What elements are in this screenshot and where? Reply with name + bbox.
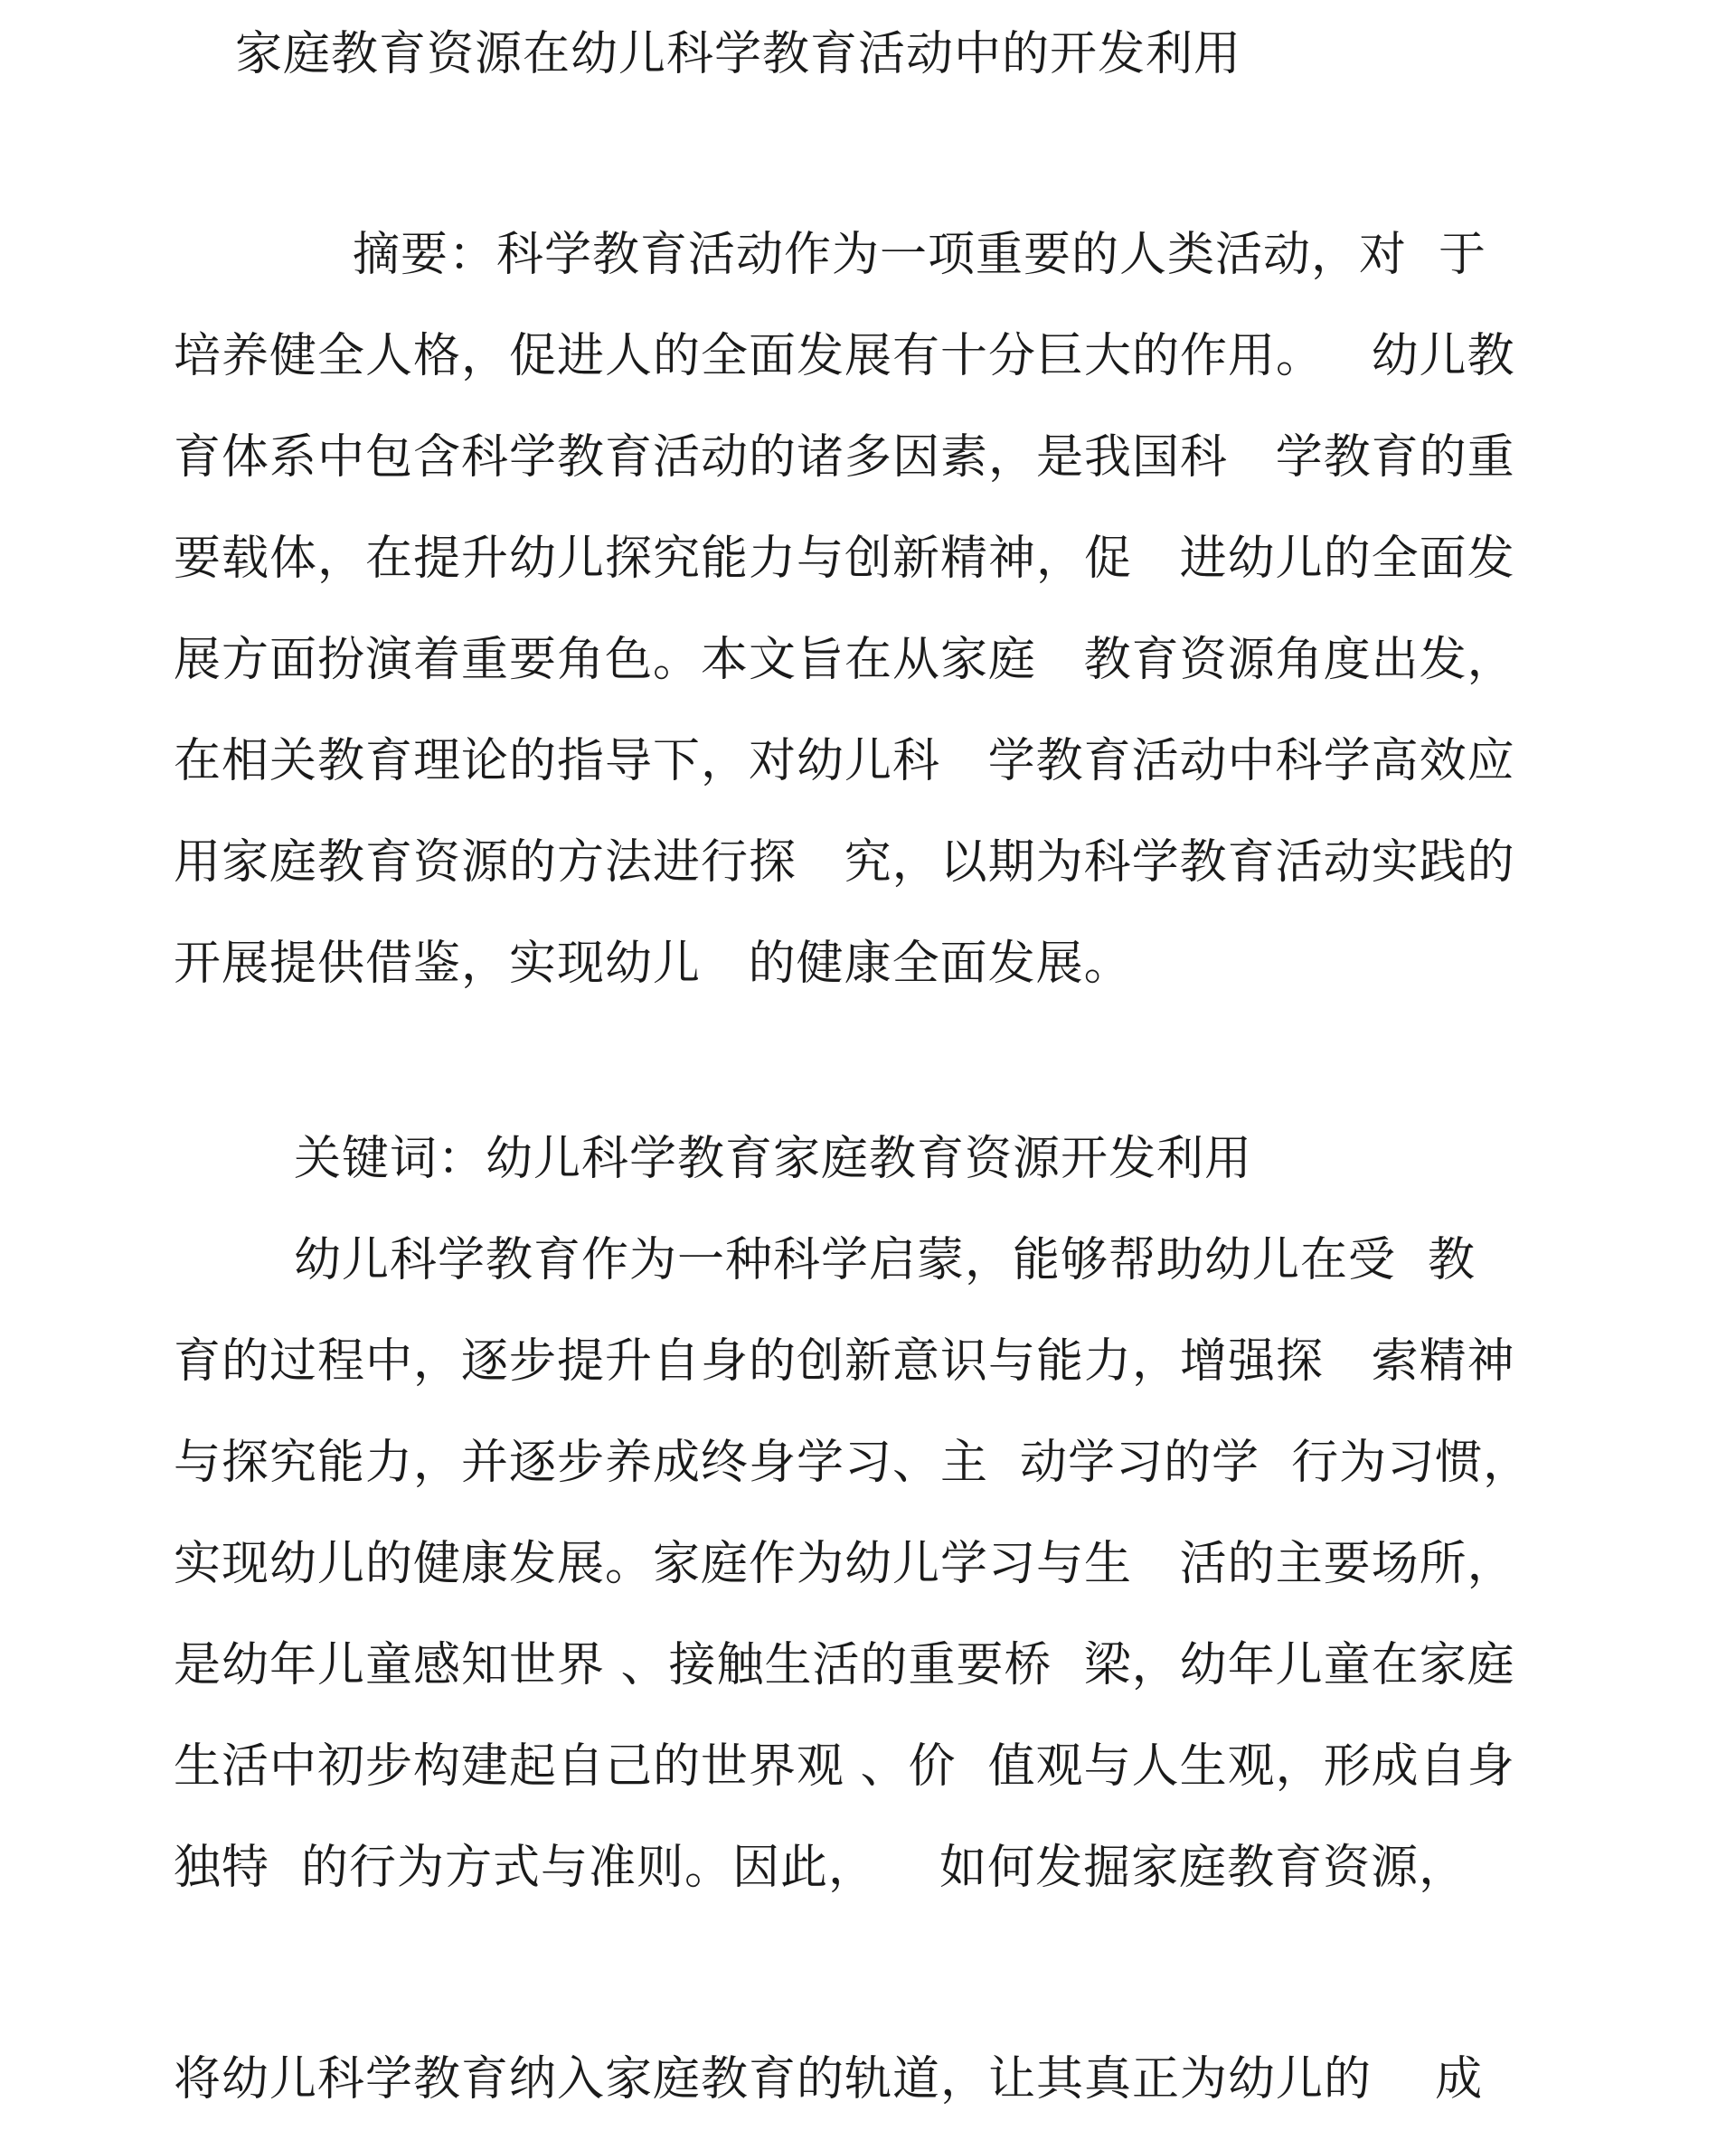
body-line: 幼儿科学教育作为一种科学启蒙，能够帮助幼儿在受 教 — [294, 1233, 1477, 1287]
body-line: 是幼年儿童感知世界 、接触生活的重要桥 梁，幼年儿童在家庭 — [174, 1638, 1515, 1692]
body-line: 独特 的行为方式与准则。因此， 如何发掘家庭教育资源， — [174, 1841, 1467, 1895]
abstract-line: 培养健全人格，促进人的全面发展有十分巨大的作用。 幼儿教 — [174, 329, 1515, 383]
body-line: 实现幼儿的健康发展。家庭作为幼儿学习与生 活的主要场所， — [174, 1537, 1515, 1591]
abstract-line: 要载体，在提升幼儿探究能力与创新精神，促 进幼儿的全面发 — [174, 532, 1515, 586]
body-line: 与探究能力，并逐步养成终身学习、主 动学习的学 行为习惯， — [174, 1436, 1532, 1490]
document-title: 家庭教育资源在幼儿科学教育活动中的开发利用 — [235, 27, 1242, 81]
body-line: 生活中初步构建起自己的世界观 、价 值观与人生观，形成自身 — [174, 1739, 1515, 1794]
body-line: 育的过程中，逐步提升自身的创新意识与能力，增强探 索精神 — [174, 1334, 1515, 1389]
abstract-line: 育体系中包含科学教育活动的诸多因素，是我国科 学教育的重 — [174, 430, 1515, 485]
body-line: 将幼儿科学教育纳入家庭教育的轨道，让其真正为幼儿的 成 — [174, 2052, 1484, 2106]
abstract-line: 展方面扮演着重要角色。本文旨在从家庭 教育资源角度出发， — [174, 633, 1515, 687]
abstract-line: 在相关教育理论的指导下，对幼儿科 学教育活动中科学高效应 — [174, 734, 1515, 788]
abstract-line: 摘要：科学教育活动作为一项重要的人类活动，对 于 — [353, 228, 1487, 282]
abstract-line: 用家庭教育资源的方法进行探 究，以期为科学教育活动实践的 — [174, 835, 1515, 890]
abstract-line: 开展提供借鉴，实现幼儿 的健康全面发展。 — [174, 937, 1132, 991]
keywords-line: 关键词：幼儿科学教育家庭教育资源开发利用 — [294, 1132, 1253, 1186]
